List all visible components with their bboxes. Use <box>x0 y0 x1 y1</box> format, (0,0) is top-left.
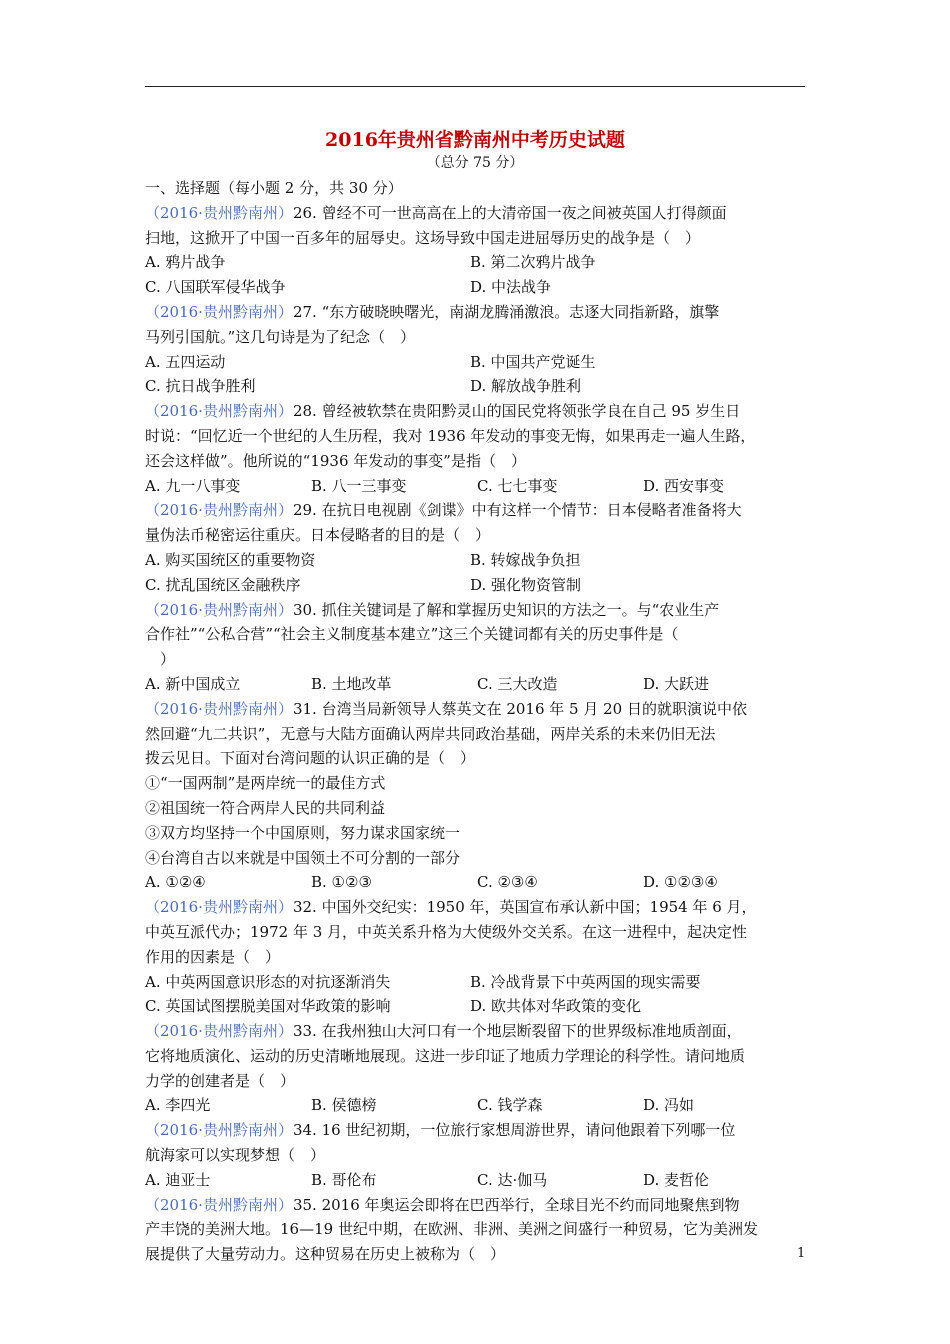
question-block <box>145 201 810 300</box>
option-d: D. 西安事变 <box>643 476 725 495</box>
question-line <box>145 598 810 623</box>
question-text: 33. 在我州独山大河口有一个地层断裂留下的世界级标准地质剖面， <box>292 1022 742 1041</box>
question-line <box>145 697 810 722</box>
option-d: D. 欧共体对华政策的变化 <box>470 997 642 1016</box>
option-b: B. 侯德榜 <box>311 1096 377 1115</box>
header-rule <box>145 86 805 87</box>
question-line <box>145 796 810 821</box>
option-a: A. 迪亚士 <box>145 1170 211 1189</box>
question-block <box>145 1118 810 1192</box>
question-text: 30. 抓住关键词是了解和掌握历史知识的方法之一。与“农业生产 <box>292 600 720 619</box>
question-block <box>145 697 810 895</box>
question-text: 拨云见日。下面对台湾问题的认识正确的是（ ） <box>145 749 476 768</box>
options-row <box>145 474 810 499</box>
option-c: C. 抗日战争胜利 <box>145 377 256 396</box>
option-d: D. 中法战争 <box>470 278 552 297</box>
question-text: 28. 曾经被软禁在贵阳黔灵山的国民党将领张学良在自己 95 岁生日 <box>292 402 741 421</box>
options-row <box>145 548 810 573</box>
question-line <box>145 771 810 796</box>
option-d: D. 强化物资管制 <box>470 575 582 594</box>
question-list <box>145 201 810 1267</box>
question-line <box>145 1143 810 1168</box>
option-c: C. 扰乱国统区金融秩序 <box>145 575 301 594</box>
options-row <box>145 672 810 697</box>
question-text: ） <box>145 650 176 669</box>
option-a: A. ①②④ <box>145 873 206 892</box>
page-number: 1 <box>797 1246 806 1261</box>
question-line <box>145 399 810 424</box>
question-block <box>145 1193 810 1267</box>
question-text: 航海家可以实现梦想（ ） <box>145 1146 326 1165</box>
question-source: （2016·贵州黔南州） <box>145 600 293 619</box>
option-b: B. 中国共产党诞生 <box>470 352 596 371</box>
question-text: 它将地质演化、运动的历史清晰地展现。这进一步印证了地质力学理论的科学性。请问地质 <box>145 1046 746 1065</box>
option-b: B. ①②③ <box>311 873 372 892</box>
option-d: D. 解放战争胜利 <box>470 377 582 396</box>
question-line <box>145 746 810 771</box>
options-row <box>145 994 810 1019</box>
option-a: A. 中英两国意识形态的对抗逐渐消失 <box>145 972 391 991</box>
option-c: C. 八国联军侵华战争 <box>145 278 286 297</box>
question-block <box>145 1019 810 1118</box>
option-b: B. 第二次鸦片战争 <box>470 253 596 272</box>
question-line <box>145 424 810 449</box>
question-source: （2016·贵州黔南州） <box>145 501 293 520</box>
option-a: A. 购买国统区的重要物资 <box>145 550 316 569</box>
question-source: （2016·贵州黔南州） <box>145 402 293 421</box>
option-d: D. 冯如 <box>643 1096 695 1115</box>
page-title: 2016年贵州省黔南州中考历史试题 <box>325 129 625 151</box>
question-line <box>145 647 810 672</box>
question-text: ②祖国统一符合两岸人民的共同利益 <box>145 798 386 817</box>
question-text: ③双方均坚持一个中国原则，努力谋求国家统一 <box>145 823 461 842</box>
question-source: （2016·贵州黔南州） <box>145 1121 293 1140</box>
question-line <box>145 920 810 945</box>
option-a: A. 鸦片战争 <box>145 253 226 272</box>
question-line <box>145 722 810 747</box>
options-row <box>145 350 810 375</box>
question-line <box>145 449 810 474</box>
question-source: （2016·贵州黔南州） <box>145 1022 293 1041</box>
question-text: ④台湾自古以来就是中国领土不可分割的一部分 <box>145 848 461 867</box>
options-row <box>145 1168 810 1193</box>
question-block <box>145 895 810 1019</box>
question-block <box>145 300 810 399</box>
question-source: （2016·贵州黔南州） <box>145 898 293 917</box>
options-row <box>145 573 810 598</box>
option-a: A. 九一八事变 <box>145 476 241 495</box>
question-text: 31. 台湾当局新领导人蔡英文在 2016 年 5 月 20 日的就职演说中依 <box>292 699 747 718</box>
option-c: C. 钱学森 <box>477 1096 543 1115</box>
option-c: C. 三大改造 <box>477 674 558 693</box>
page-subtitle: （总分 75 分） <box>426 155 524 171</box>
question-line <box>145 1019 810 1044</box>
question-line <box>145 622 810 647</box>
option-d: D. 麦哲伦 <box>643 1170 710 1189</box>
question-text: 32. 中国外交纪实：1950 年，英国宣布承认新中国；1954 年 6 月， <box>292 898 757 917</box>
question-text: 作用的因素是（ ） <box>145 947 281 966</box>
question-text: ①“一国两制”是两岸统一的最佳方式 <box>145 774 386 793</box>
options-row <box>145 1093 810 1118</box>
question-line <box>145 1118 810 1143</box>
options-row <box>145 970 810 995</box>
question-text: 还会这样做”。他所说的“1936 年发动的事变”是指（ ） <box>145 451 526 470</box>
exam-content <box>145 176 810 1267</box>
option-a: A. 五四运动 <box>145 352 226 371</box>
option-c: C. ②③④ <box>477 873 538 892</box>
question-line <box>145 523 810 548</box>
options-row <box>145 374 810 399</box>
question-text: 产丰饶的美洲大地。16—19 世纪中期，在欧洲、非洲、美洲之间盛行一种贸易，它为美洲发 <box>145 1220 758 1239</box>
question-line <box>145 201 810 226</box>
question-text: 26. 曾经不可一世高高在上的大清帝国一夜之间被英国人打得颜面 <box>292 203 727 222</box>
option-b: B. 土地改革 <box>311 674 392 693</box>
question-source: （2016·贵州黔南州） <box>145 203 293 222</box>
option-d: D. ①②③④ <box>643 873 718 892</box>
question-line <box>145 1193 810 1218</box>
question-text: 力学的创建者是（ ） <box>145 1071 296 1090</box>
options-row <box>145 250 810 275</box>
question-line <box>145 821 810 846</box>
question-source: （2016·贵州黔南州） <box>145 302 293 321</box>
question-text: 展提供了大量劳动力。这种贸易在历史上被称为（ ） <box>145 1245 506 1264</box>
question-line <box>145 895 810 920</box>
question-source: （2016·贵州黔南州） <box>145 699 293 718</box>
question-source: （2016·贵州黔南州） <box>145 1195 293 1214</box>
option-a: A. 新中国成立 <box>145 674 241 693</box>
question-line <box>145 1242 810 1267</box>
question-text: 量伪法币秘密运往重庆。日本侵略者的目的是（ ） <box>145 526 491 545</box>
option-b: B. 哥伦布 <box>311 1170 377 1189</box>
question-text: 34. 16 世纪初期，一位旅行家想周游世界，请问他跟着下列哪一位 <box>292 1121 736 1140</box>
question-line <box>145 1069 810 1094</box>
question-line <box>145 1044 810 1069</box>
question-block <box>145 399 810 498</box>
question-line <box>145 945 810 970</box>
question-text: 时说：“回忆近一个世纪的人生历程，我对 1936 年发动的事变无悔，如果再走一遍人生路， <box>145 426 756 445</box>
option-c: C. 英国试图摆脱美国对华政策的影响 <box>145 997 391 1016</box>
option-c: C. 达·伽马 <box>477 1170 548 1189</box>
options-row <box>145 870 810 895</box>
question-line <box>145 1217 810 1242</box>
option-a: A. 李四光 <box>145 1096 211 1115</box>
section-heading: 一、选择题（每小题 2 分，共 30 分） <box>145 179 403 197</box>
option-d: D. 大跃进 <box>643 674 710 693</box>
question-text: 然回避“九二共识”，无意与大陆方面确认两岸共同政治基础，两岸关系的未来仍旧无法 <box>145 724 716 743</box>
question-line <box>145 300 810 325</box>
question-text: 中英互派代办；1972 年 3 月，中英关系升格为大使级外交关系。在这一进程中，起决定性 <box>145 922 748 941</box>
question-block <box>145 598 810 697</box>
question-text: 27. “东方破晓映曙光，南湖龙腾涌激浪。志逐大同指新路，旗擎 <box>292 302 720 321</box>
option-c: C. 七七事变 <box>477 476 558 495</box>
options-row <box>145 275 810 300</box>
question-line <box>145 325 810 350</box>
question-line <box>145 498 810 523</box>
question-text: 马列引国航。”这几句诗是为了纪念（ ） <box>145 327 416 346</box>
option-b: B. 八一三事变 <box>311 476 407 495</box>
question-text: 扫地，这掀开了中国一百多年的屈辱史。这场导致中国走进屈辱历史的战争是（ ） <box>145 228 701 247</box>
question-line <box>145 226 810 251</box>
option-b: B. 转嫁战争负担 <box>470 550 581 569</box>
question-text: 35. 2016 年奥运会即将在巴西举行，全球目光不约而同地聚焦到物 <box>292 1195 740 1214</box>
option-b: B. 冷战背景下中英两国的现实需要 <box>470 972 701 991</box>
question-block <box>145 498 810 597</box>
question-line <box>145 846 810 871</box>
question-text: 合作社”“公私合营”“社会主义制度基本建立”这三个关键词都有关的历史事件是（ <box>145 625 679 644</box>
question-text: 29. 在抗日电视剧《剑谍》中有这样一个情节：日本侵略者准备将大 <box>292 501 742 520</box>
